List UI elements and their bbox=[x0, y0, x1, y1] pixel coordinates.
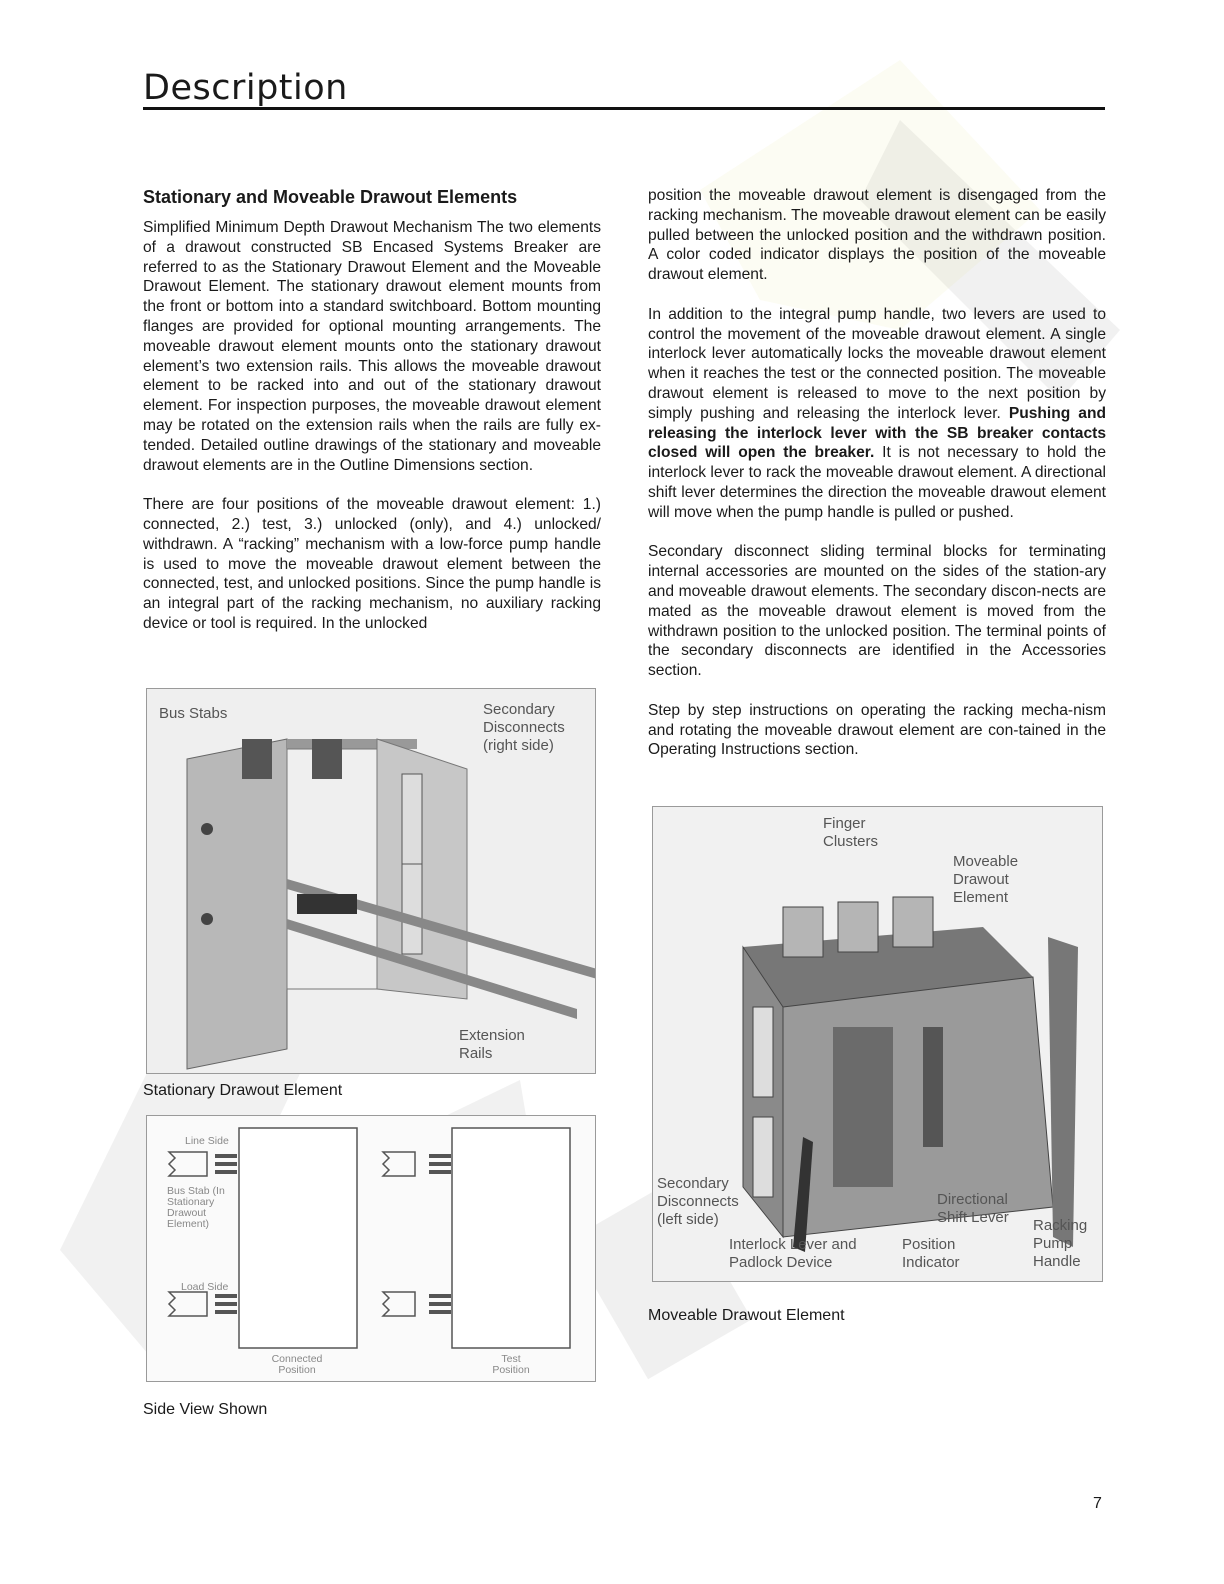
label-secondary-disconnects bbox=[483, 701, 565, 755]
label-bus-stabs: Bus Stabs bbox=[159, 705, 228, 722]
page-number: 7 bbox=[1093, 1495, 1102, 1512]
label-line: Secondary bbox=[483, 701, 555, 718]
label-line: Finger bbox=[823, 815, 866, 832]
text-span: It is not necessary to hold the interlock lever to rack the moveable drawout element. A directional shift lever determines the direction the moveable drawout element will move when the pump handle is pulled or pushed. bbox=[648, 444, 1106, 521]
label-secondary-disconnects-left bbox=[657, 1175, 739, 1229]
label-extension-rails bbox=[459, 1027, 525, 1063]
label-line: Padlock Device bbox=[729, 1254, 833, 1271]
side-view-diagram bbox=[146, 1115, 596, 1382]
label-line: (left side) bbox=[657, 1211, 719, 1228]
label-line: Shift Lever bbox=[937, 1209, 1009, 1226]
label-line: Disconnects bbox=[657, 1193, 739, 1210]
label-line: Handle bbox=[1033, 1253, 1081, 1270]
label-line: Extension bbox=[459, 1027, 525, 1044]
label-line: Connected bbox=[271, 1353, 323, 1365]
label-bus-stab bbox=[167, 1186, 225, 1230]
left-column bbox=[143, 218, 601, 654]
label-line: Position bbox=[278, 1364, 316, 1376]
paragraph: Simplified Minimum Depth Drawout Mechanism The two elements of a drawout constructed SB Encased Systems Breaker are referred to as the Stationary Drawout Element and the Moveable Drawout Element. The stationary drawout element mounts from the front or bottom into a standard switchboard. Bottom mounting flanges are provided for optional mounting arrangements. The moveable drawout element mounts onto the stationary drawout element’s two extension rails. This allows the moveable drawout element to be racked into and out of the stationary drawout element. For inspection purposes, the moveable drawout element may be rotated on the extension rails when the rails are fully ex-tended. Detailed outline drawings of the stationary and moveable drawout elements are in the Outline Dimensions section. bbox=[143, 219, 601, 474]
label-line: Interlock Lever and bbox=[729, 1236, 857, 1253]
right-column bbox=[648, 186, 1106, 780]
label-connected-position bbox=[267, 1354, 327, 1376]
label-interlock-lever bbox=[729, 1236, 857, 1272]
label-line: Stationary bbox=[167, 1196, 215, 1208]
label-line: Test bbox=[501, 1353, 521, 1365]
paragraph: position the moveable drawout element is disengaged from the racking mechanism. The moveable drawout element can be easily pulled between the unlocked position and the withdrawn position. A color coded indicator displays the position of the moveable drawout element. bbox=[648, 187, 1106, 284]
section-heading: Stationary and Moveable Drawout Elements bbox=[143, 187, 518, 207]
paragraph: Step by step instructions on operating the racking mecha-nism and rotating the moveable drawout element are con-tained in the Operating Instructions section. bbox=[648, 701, 1106, 759]
page-title: Description bbox=[143, 70, 1105, 110]
paragraph: Secondary disconnect sliding terminal blocks for terminating internal accessories are mounted on the sides of the station-ary and moveable drawout elements. The secondary discon-nects are mated as the moveable drawout element is moved from the withdrawn position to the unlocked position. The terminal points of the secondary disconnects are identified in the Accessories section. bbox=[648, 543, 1106, 680]
label-test-position bbox=[481, 1354, 541, 1376]
label-line: Pump bbox=[1033, 1235, 1073, 1252]
label-line: Bus Stab (In bbox=[167, 1185, 225, 1197]
caption-stationary: Stationary Drawout Element bbox=[143, 1082, 343, 1099]
label-line: Disconnects bbox=[483, 719, 565, 736]
label-line: Indicator bbox=[902, 1254, 960, 1271]
label-line: Secondary bbox=[657, 1175, 729, 1192]
caption-side-view: Side View Shown bbox=[143, 1401, 268, 1418]
label-line: Drawout bbox=[167, 1207, 207, 1219]
label-line: Racking bbox=[1033, 1217, 1088, 1234]
paragraph-interlock bbox=[648, 305, 1106, 523]
label-position-indicator bbox=[902, 1236, 960, 1272]
label-finger-clusters bbox=[823, 815, 878, 851]
paragraph: There are four positions of the moveable drawout element: 1.) connected, 2.) test, 3.) unlocked (only), and 4.) unlocked/ withdrawn. A “racking” mechanism with a low-force pump handle is used to move the moveable drawout element between the connected, test, and unlocked positions. Since the pump handle is an integral part of the racking mechanism, no auxiliary racking device or tool is required. In the unlocked bbox=[143, 496, 601, 632]
stationary-drawout-photo bbox=[146, 688, 596, 1074]
label-line: Directional bbox=[937, 1191, 1008, 1208]
label-line: Clusters bbox=[823, 833, 879, 850]
label-line: Element bbox=[953, 889, 1009, 906]
side-view-illustration bbox=[147, 1116, 595, 1381]
label-line: Drawout bbox=[953, 871, 1009, 888]
label-line: Position bbox=[492, 1364, 530, 1376]
label-line: Position bbox=[902, 1236, 956, 1253]
caption-moveable: Moveable Drawout Element bbox=[648, 1307, 845, 1324]
label-racking-pump-handle bbox=[1033, 1217, 1087, 1271]
moveable-drawout-photo bbox=[652, 806, 1103, 1282]
label-load-side: Load Side bbox=[181, 1281, 229, 1293]
label-line-side: Line Side bbox=[185, 1135, 229, 1147]
label-moveable-drawout-element bbox=[953, 853, 1018, 907]
label-line: Moveable bbox=[953, 853, 1019, 870]
label-line: Element) bbox=[167, 1218, 210, 1230]
label-line: (right side) bbox=[483, 737, 554, 754]
label-directional-shift-lever bbox=[937, 1191, 1009, 1227]
text-span: In addition to the integral pump handle, two levers are used to control the movement of the moveable drawout element. A single interlock lever automatically locks the moveable drawout element when it reaches the test or the connected position. The moveable drawout element is released to move to the next position by simply pushing and releasing the interlock lever. bbox=[648, 305, 1106, 422]
bold-warning: Pushing and releasing the interlock lever with the SB breaker contacts closed will open the breaker. bbox=[648, 404, 1106, 462]
label-line: Rails bbox=[459, 1045, 493, 1062]
